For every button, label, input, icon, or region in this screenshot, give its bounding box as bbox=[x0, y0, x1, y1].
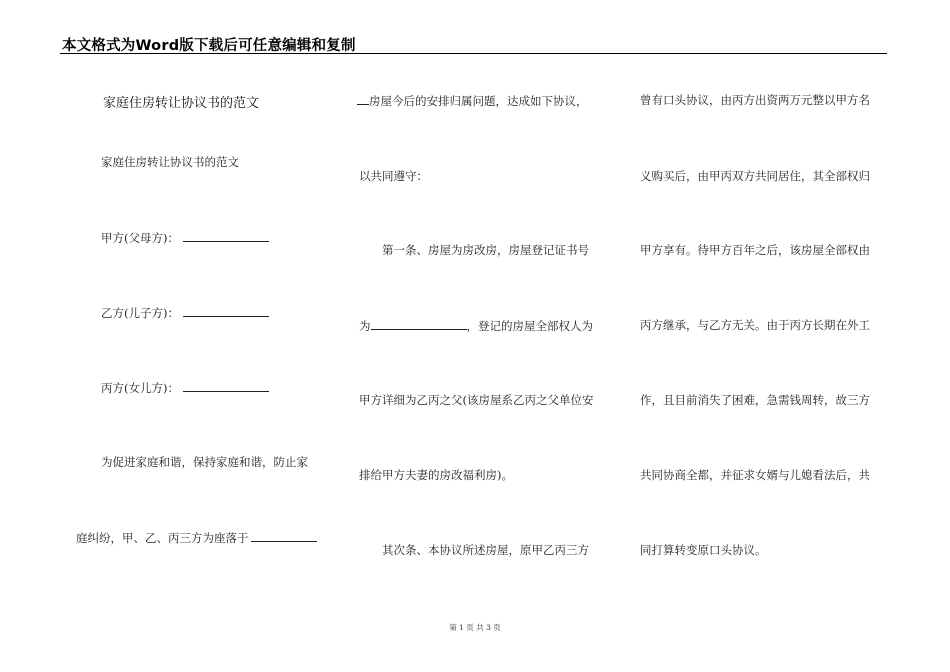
party-a-label: 甲方(父母方)： bbox=[101, 231, 179, 245]
party-c-blank bbox=[183, 379, 269, 392]
page-footer: 第 1 页 共 3 页 bbox=[449, 623, 501, 632]
body-line: 以共同遵守： bbox=[359, 169, 428, 183]
header-rule bbox=[60, 53, 887, 54]
body-line: 排给甲方夫妻的房改福利房)。 bbox=[359, 468, 513, 482]
party-b-blank bbox=[183, 304, 269, 317]
body-text-after: ，登记的房屋全部权人为 bbox=[466, 319, 593, 333]
body-line: 义购买后，由甲丙双方共同居住，其全部权归 bbox=[640, 169, 870, 183]
body-line-with-blank bbox=[76, 529, 317, 546]
party-b-label: 乙方(儿子方)： bbox=[101, 306, 179, 320]
address-blank-cont bbox=[357, 92, 369, 105]
body-line: 其次条、本协议所述房屋，原甲乙丙三方 bbox=[382, 543, 589, 557]
body-line: 为促进家庭和谐，保持家庭和谐，防止家 bbox=[101, 455, 308, 469]
body-line-with-blank bbox=[357, 92, 588, 109]
party-c-label: 丙方(女儿方)： bbox=[101, 381, 179, 395]
party-a-line bbox=[101, 229, 269, 246]
subtitle-line: 家庭住房转让协议书的范文 bbox=[101, 155, 239, 169]
certificate-number-blank bbox=[371, 317, 467, 330]
body-line: 共同协商全都，并征求女婿与儿媳看法后，共 bbox=[640, 468, 870, 482]
body-line: 同打算转变原口头协议。 bbox=[640, 543, 767, 557]
body-line: 作，且目前消失了困难，急需钱周转，故三方 bbox=[640, 393, 870, 407]
body-line: 甲方详细为乙丙之父(该房屋系乙丙之父单位安 bbox=[359, 393, 594, 407]
page-header: 本文格式为Word版下载后可任意编辑和复制 bbox=[62, 38, 356, 54]
body-line-with-blank bbox=[359, 317, 593, 334]
body-line: 第一条、房屋为房改房，房屋登记证书号 bbox=[382, 243, 589, 257]
body-line: 甲方享有。待甲方百年之后，该房屋全部权由 bbox=[640, 243, 870, 257]
document-title: 家庭住房转让协议书的范文 bbox=[103, 96, 260, 111]
party-c-line bbox=[101, 379, 269, 396]
body-text: 为 bbox=[359, 319, 371, 333]
address-blank bbox=[251, 529, 317, 542]
party-a-blank bbox=[183, 229, 269, 242]
party-b-line bbox=[101, 304, 269, 321]
body-line: 丙方继承，与乙方无关。由于丙方长期在外工 bbox=[640, 318, 870, 332]
body-text: 房屋今后的安排归属问题，达成如下协议， bbox=[369, 94, 588, 108]
body-text: 庭纠纷，甲、乙、丙三方为座落于 bbox=[76, 531, 249, 545]
body-line: 曾有口头协议，由丙方出资两万元整以甲方名 bbox=[640, 93, 870, 107]
